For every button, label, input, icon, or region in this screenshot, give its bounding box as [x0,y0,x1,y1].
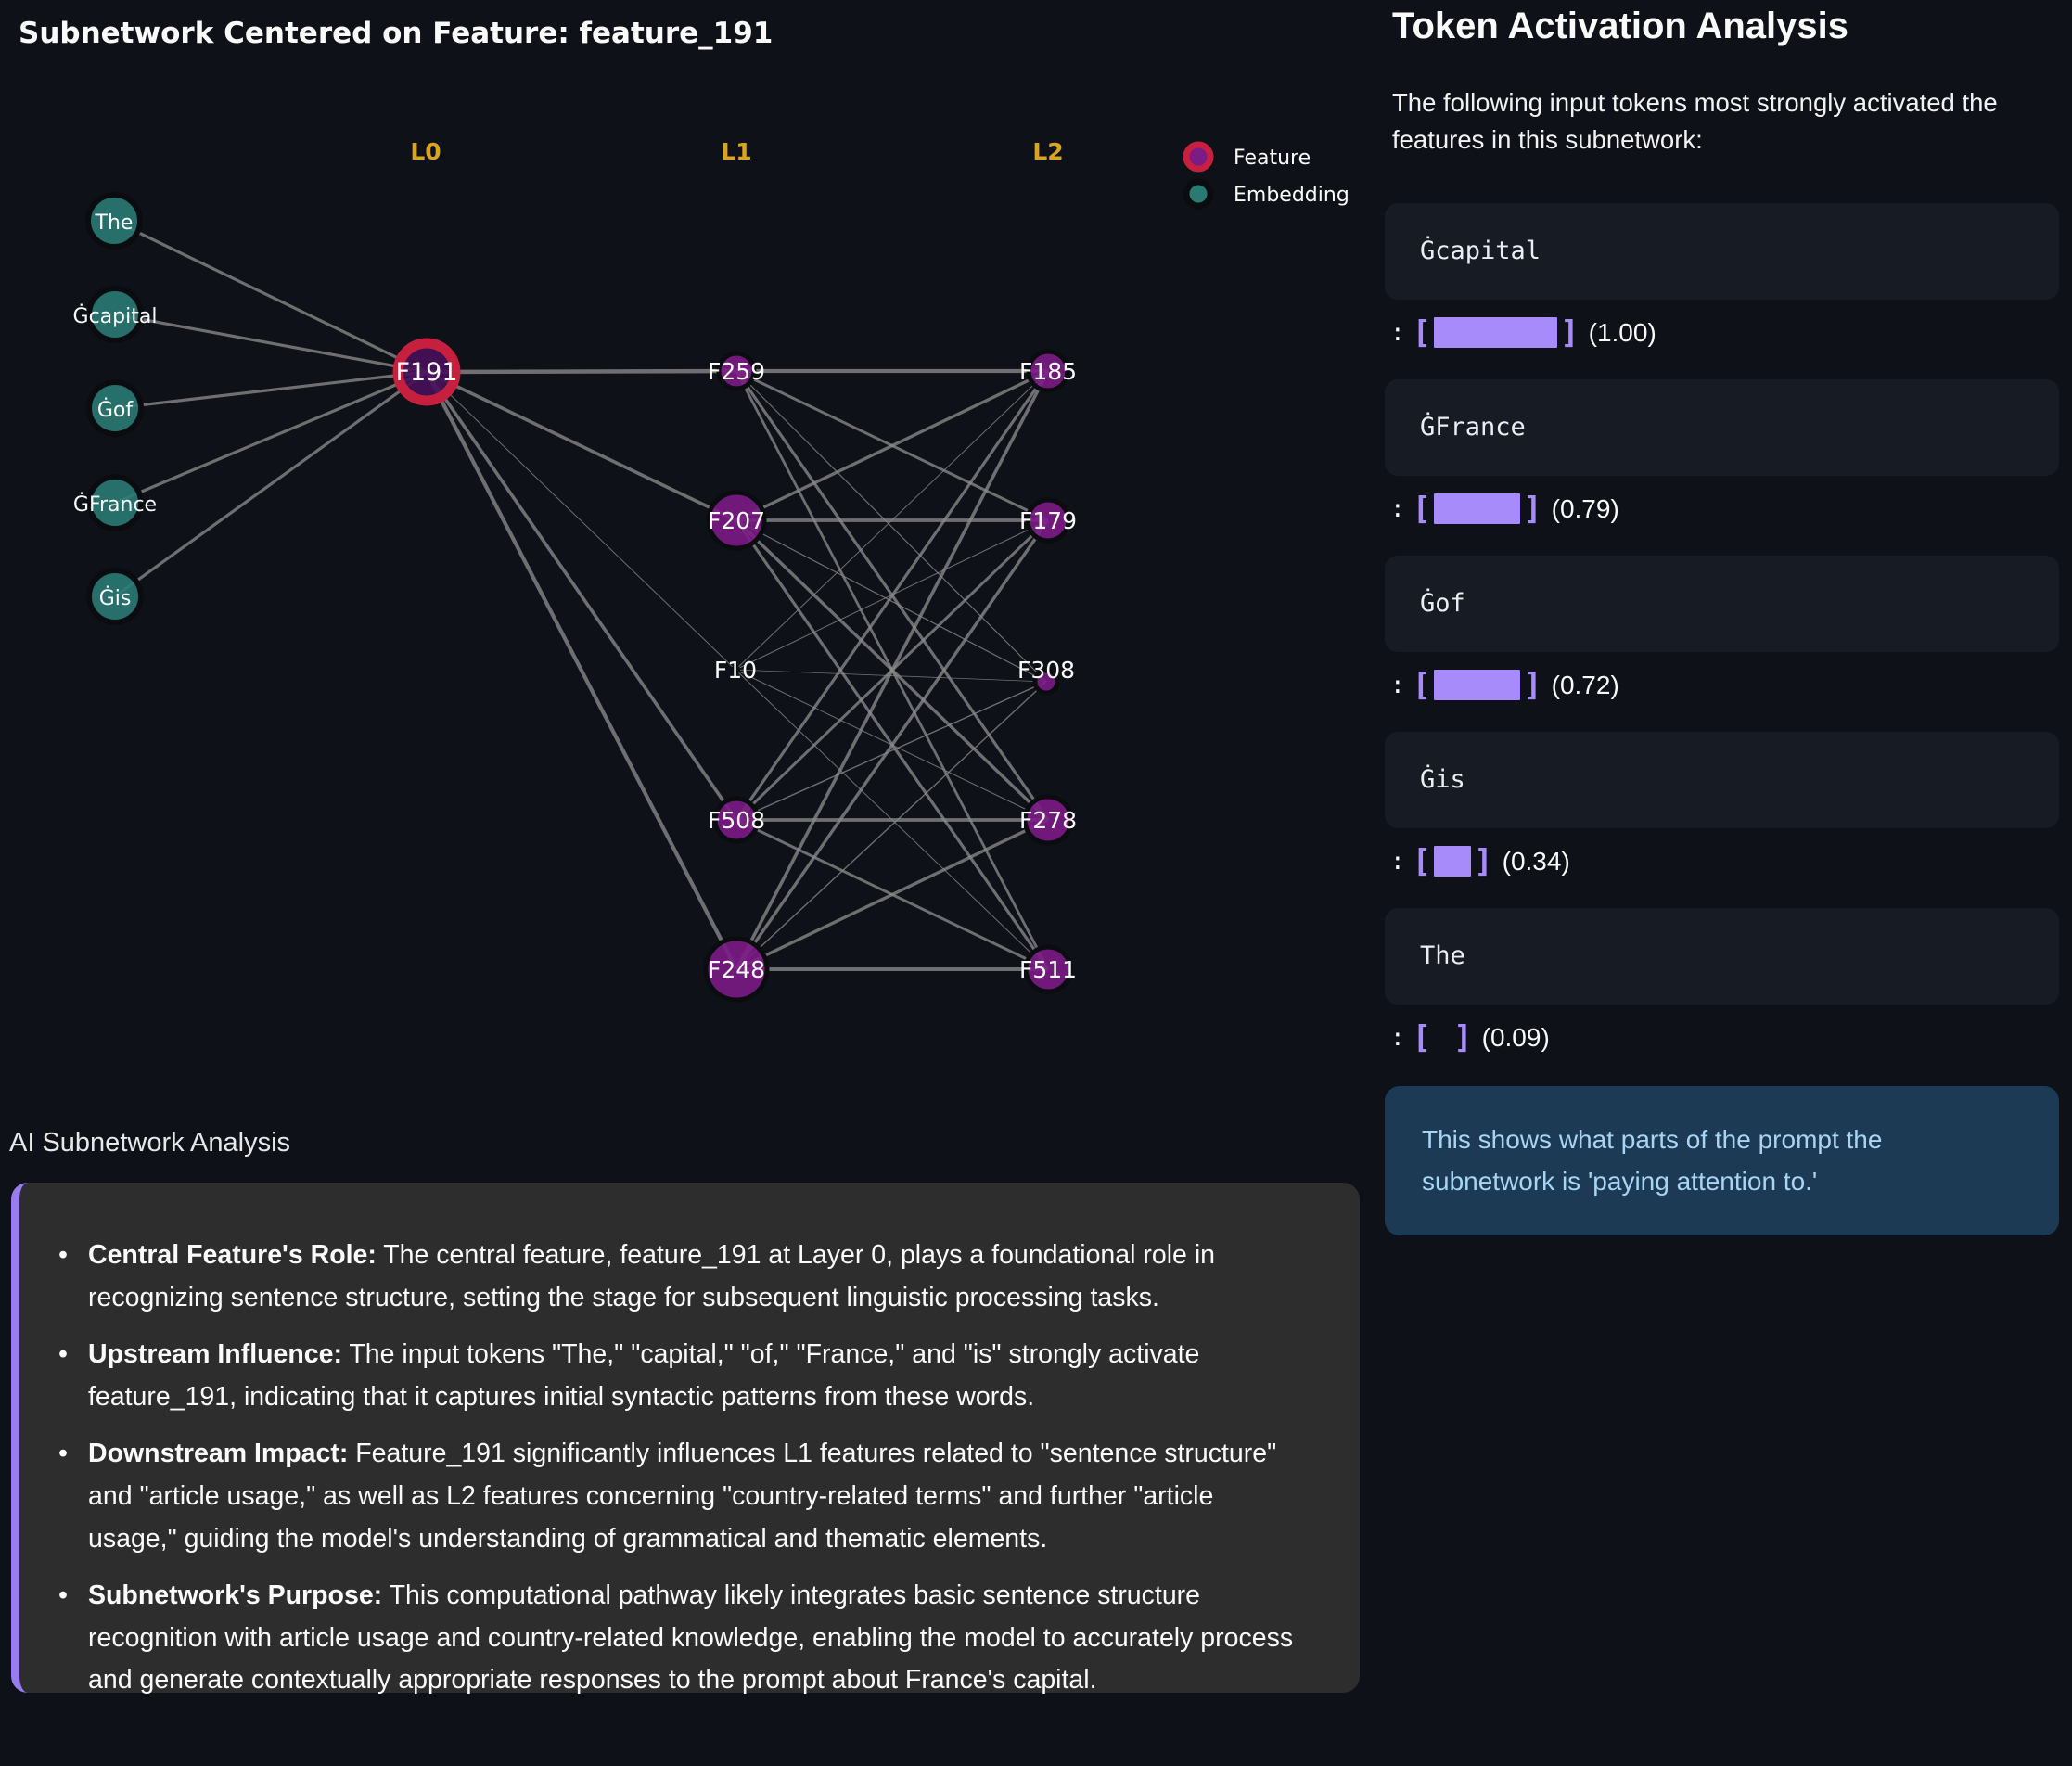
subnetwork-graph-panel [0,0,1373,1113]
analysis-bullet-label: Upstream Influence: [88,1339,342,1370]
activation-row [1385,1017,2059,1058]
activation-bracket-open: [ [1412,842,1432,880]
legend-embedding-icon [1186,182,1210,206]
activation-bar [1434,317,1557,348]
graph-node-label-Gis: Ġis [98,587,132,610]
token-panel-description: The following input tokens most strongly activated the features in this subnetwork: [1392,88,1998,154]
analysis-bullet [55,1433,1300,1560]
analysis-bullet [55,1334,1300,1418]
activation-bracket-close: ] [1453,1018,1473,1056]
token-activation-panel [1385,0,2059,1235]
analysis-bullet-list [55,1235,1300,1702]
layer-label-L0: L0 [410,138,441,165]
activation-colon: : [1390,494,1405,523]
graph-edge [427,371,736,372]
graph-edge [736,682,1046,969]
graph-node-label-The: The [95,211,134,235]
legend-label-embedding: Embedding [1234,184,1349,207]
graph-node-label-GFrance: ĠFrance [72,493,158,517]
token-card [1385,732,2059,828]
activation-row [1385,489,2059,530]
graph-edge [427,372,736,820]
graph-node-label-F278: F278 [1018,807,1078,834]
activation-row [1385,665,2059,706]
activation-value: (0.09) [1481,1022,1550,1052]
activation-bar [1434,846,1471,877]
activation-value: (1.00) [1588,317,1656,347]
token-card [1385,556,2059,652]
analysis-bullet-text: Feature_191 significantly influences L1 features related to "sentence structure" and "article usage," as well as L2 features concerning "country-related terms" and further "article usage," guiding the model's understanding of grammatical and thematic elements. [88,1439,1277,1554]
graph-node-label-F10: F10 [713,657,758,684]
activation-bracket-open: [ [1412,666,1432,704]
analysis-bullet [55,1575,1300,1702]
subnetwork-graph [0,0,1373,1113]
graph-node-label-F308: F308 [1017,657,1076,684]
activation-colon: : [1390,318,1405,347]
activation-bracket-open: [ [1412,1018,1432,1056]
graph-edge [427,372,736,520]
activation-value: (0.72) [1551,670,1619,699]
activation-colon: : [1390,671,1405,699]
legend-feature-icon [1186,145,1210,169]
graph-edge [114,221,427,372]
analysis-bullet-label: Subnetwork's Purpose: [88,1580,383,1611]
attention-note: This shows what parts of the prompt the subnetwork is 'paying attention to.' [1385,1086,2059,1236]
activation-bracket-open: [ [1412,490,1432,528]
graph-edge [427,372,736,969]
token-card [1385,203,2059,300]
graph-node-label-F511: F511 [1018,956,1078,983]
graph-node-label-F191: F191 [395,358,458,387]
token-text: ĠFrance [1420,413,1526,442]
layer-label-L1: L1 [721,138,752,165]
activation-value: (0.34) [1502,846,1570,876]
activation-bar [1434,493,1520,524]
token-text: Ġcapital [1420,237,1541,266]
token-panel-title: Token Activation Analysis [1392,6,1848,46]
graph-node-label-F207: F207 [707,507,766,534]
activation-bracket-close: ] [1523,666,1542,704]
analysis-bullet-label: Downstream Impact: [88,1439,349,1469]
graph-title: Subnetwork Centered on Feature: feature_191 [19,17,774,50]
analysis-bullet-text: The input tokens "The," "capital," "of," "France," and "is" strongly activate feature_191, indicating that it captures initial syntactic patterns from these words. [88,1339,1200,1412]
legend-label-feature: Feature [1234,147,1311,170]
graph-node-label-F508: F508 [707,807,766,834]
activation-colon: : [1390,847,1405,876]
token-text: Ġis [1420,765,1465,795]
analysis-bullet-label: Central Feature's Role: [88,1240,377,1270]
graph-node-label-F185: F185 [1018,358,1078,385]
analysis-bullet [55,1235,1300,1319]
graph-node-label-F259: F259 [707,358,766,385]
activation-bar [1434,670,1520,700]
activation-value: (0.79) [1551,493,1619,523]
graph-node-label-Gcapital: Ġcapital [72,305,158,328]
activation-row [1385,841,2059,882]
graph-node-label-F179: F179 [1018,507,1078,534]
token-text: The [1420,941,1465,971]
activation-bracket-close: ] [1560,314,1580,352]
graph-edge [736,520,1046,682]
graph-edge [115,314,427,372]
activation-row [1385,313,2059,353]
graph-edge [427,372,735,670]
token-card [1385,908,2059,1005]
analysis-card [11,1183,1360,1696]
activation-bracket-close: ] [1523,490,1542,528]
analysis-bullet-text: This computational pathway likely integrates basic sentence structure recognition with article usage and country-related knowledge, enabling the model to accurately process and generate contextually appropriate responses to the prompt about France's capital. [88,1580,1294,1696]
analysis-title: AI Subnetwork Analysis [9,1128,291,1158]
token-activation-list [1385,203,2059,1058]
token-text: Ġof [1420,589,1465,619]
ai-analysis-section [0,1128,1373,1696]
activation-bracket-open: [ [1412,314,1432,352]
activation-bracket-close: ] [1474,842,1493,880]
layer-label-L2: L2 [1032,138,1064,165]
graph-node-label-F248: F248 [707,956,766,983]
graph-node-label-Gof: Ġof [96,399,134,422]
activation-bar [1434,1022,1451,1053]
token-card [1385,379,2059,476]
analysis-bullet-text: The central feature, feature_191 at Layer 0, plays a foundational role in recognizing sentence structure, setting the stage for subsequent linguistic processing tasks. [88,1240,1216,1312]
activation-colon: : [1390,1023,1405,1052]
